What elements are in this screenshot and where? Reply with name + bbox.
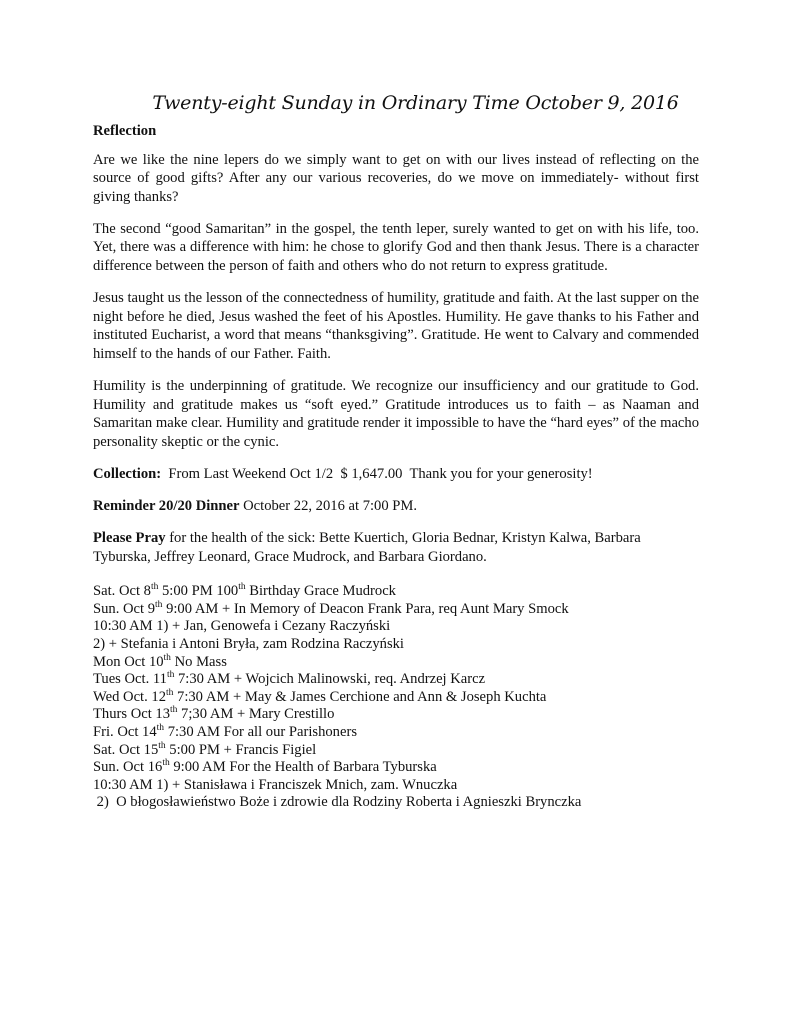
schedule-detail: 5:00 PM 100 — [158, 583, 239, 600]
reminder-text: October 22, 2016 at 7:00 PM. — [239, 498, 418, 514]
page-title: Twenty-eight Sunday in Ordinary Time October 9, 2016 — [152, 92, 679, 114]
schedule-item — [93, 759, 699, 777]
mass-schedule — [93, 583, 699, 812]
schedule-item — [93, 601, 699, 619]
schedule-day: Thurs Oct 13 — [93, 706, 171, 723]
please-pray-label: Please Pray — [93, 530, 166, 547]
schedule-detail: No Mass — [170, 653, 227, 670]
schedule-detail: Birthday Grace Mudrock — [245, 583, 396, 600]
schedule-item — [93, 724, 699, 742]
please-pray-paragraph — [93, 529, 699, 566]
reflection-paragraph-3: Jesus taught us the lesson of the connectedness of humility, gratitude and faith. At the last supper on the night before he died, Jesus washed the feet of his Apostles. Humility. He gave thanks to his Father and instituted Eucharist, a word that means “thanksgiving”. Gratitude. He went to Calvary and commended himself to the hands of our Father. Faith. — [93, 290, 699, 362]
ordinal-suffix: th — [150, 582, 159, 593]
reflection-paragraph-4: Humility is the underpinning of gratitude. We recognize our insufficiency and our gratitude to God. Humility and gratitude makes us “soft eyed.” Gratitude introduces us to faith – as Naaman and Samaritan make clear. Humility and gratitude render it impossible to have the “hard eyes” of the macho personality skeptic or the cynic. — [93, 378, 699, 450]
schedule-item — [93, 777, 699, 795]
reflection-heading: Reflection — [93, 123, 157, 139]
schedule-day: Fri. Oct 14 — [93, 724, 157, 741]
collection-label: Collection: — [93, 465, 162, 482]
ordinal-suffix: th — [166, 687, 174, 698]
ordinal-suffix: th — [163, 652, 171, 663]
schedule-item — [93, 742, 699, 760]
schedule-item — [93, 583, 699, 601]
schedule-day: Wed Oct. 12 — [93, 688, 166, 705]
schedule-detail: 9:00 AM + In Memory of Deacon Frank Para, req Aunt Mary Smock — [162, 600, 569, 617]
collection-line — [93, 465, 699, 484]
schedule-detail: 7:30 AM + May & James Cerchione and Ann & Joseph Kuchta — [173, 688, 547, 705]
reflection-paragraph-1: Are we like the nine lepers do we simply want to get on with our lives instead of reflecting on the source of good gifts? After any our various recoveries, do we move on immediately- without first giving thanks? — [93, 151, 699, 205]
schedule-detail: 2) O błogosławieństwo Boże i zdrowie dla Rodziny Roberta i Agnieszki Brynczka — [93, 794, 582, 811]
schedule-day: Mon Oct 10 — [93, 653, 164, 670]
ordinal-suffix: th — [156, 723, 165, 734]
schedule-detail: 7:30 AM + Wojcich Malinowski, req. Andrzej Karcz — [174, 671, 486, 688]
schedule-detail: 2) + Stefania i Antoni Bryła, zam Rodzina Raczyński — [93, 636, 404, 653]
schedule-item — [93, 654, 699, 672]
ordinal-suffix: th — [170, 705, 178, 716]
reminder-label: Reminder 20/20 Dinner — [93, 498, 240, 514]
please-pray-text: for the health of the sick: Bette Kuertich, Gloria Bednar, Kristyn Kalwa, Barbara Tyburska, Jeffrey Leonard, Grace Mudrock, and Barbara Giordano. — [93, 530, 641, 565]
schedule-detail: 10:30 AM 1) + Jan, Genowefa i Cezany Raczyński — [93, 618, 391, 635]
schedule-day: Tues Oct. 11 — [93, 671, 167, 688]
schedule-item — [93, 671, 699, 689]
schedule-detail: 7;30 AM + Mary Crestillo — [177, 706, 335, 723]
collection-text: From Last Weekend Oct 1/2 $ 1,647.00 Thank you for your generosity! — [161, 465, 593, 482]
schedule-item — [93, 794, 699, 812]
ordinal-suffix: th — [162, 758, 170, 769]
schedule-item — [93, 636, 699, 654]
schedule-item — [93, 618, 699, 636]
schedule-detail: 9:00 AM For the Health of Barbara Tyburska — [169, 759, 437, 776]
schedule-day: Sun. Oct 9 — [93, 600, 156, 617]
schedule-day: Sun. Oct 16 — [93, 759, 163, 776]
schedule-day: Sat. Oct 15 — [93, 741, 159, 758]
schedule-detail: 7:30 AM For all our Parishoners — [164, 724, 358, 741]
ordinal-suffix: th — [166, 670, 175, 681]
schedule-item — [93, 706, 699, 724]
schedule-detail: 5:00 PM + Francis Figiel — [165, 741, 317, 758]
ordinal-suffix: th — [155, 600, 163, 611]
schedule-item — [93, 689, 699, 707]
reflection-paragraph-2: The second “good Samaritan” in the gospel, the tenth leper, surely wanted to get on with his life, too. Yet, there was a difference with him: he chose to glorify God and then thank Jesus. There is a character difference between the person of faith and others who do not return to express gratitude. — [93, 220, 699, 275]
schedule-day: Sat. Oct 8 — [93, 583, 151, 600]
schedule-detail: 10:30 AM 1) + Stanisława i Franciszek Mnich, zam. Wnuczka — [93, 776, 458, 793]
ordinal-suffix: th — [158, 740, 166, 751]
bulletin-body — [93, 122, 699, 812]
reminder-line — [93, 497, 699, 516]
ordinal-suffix: th — [238, 582, 246, 593]
